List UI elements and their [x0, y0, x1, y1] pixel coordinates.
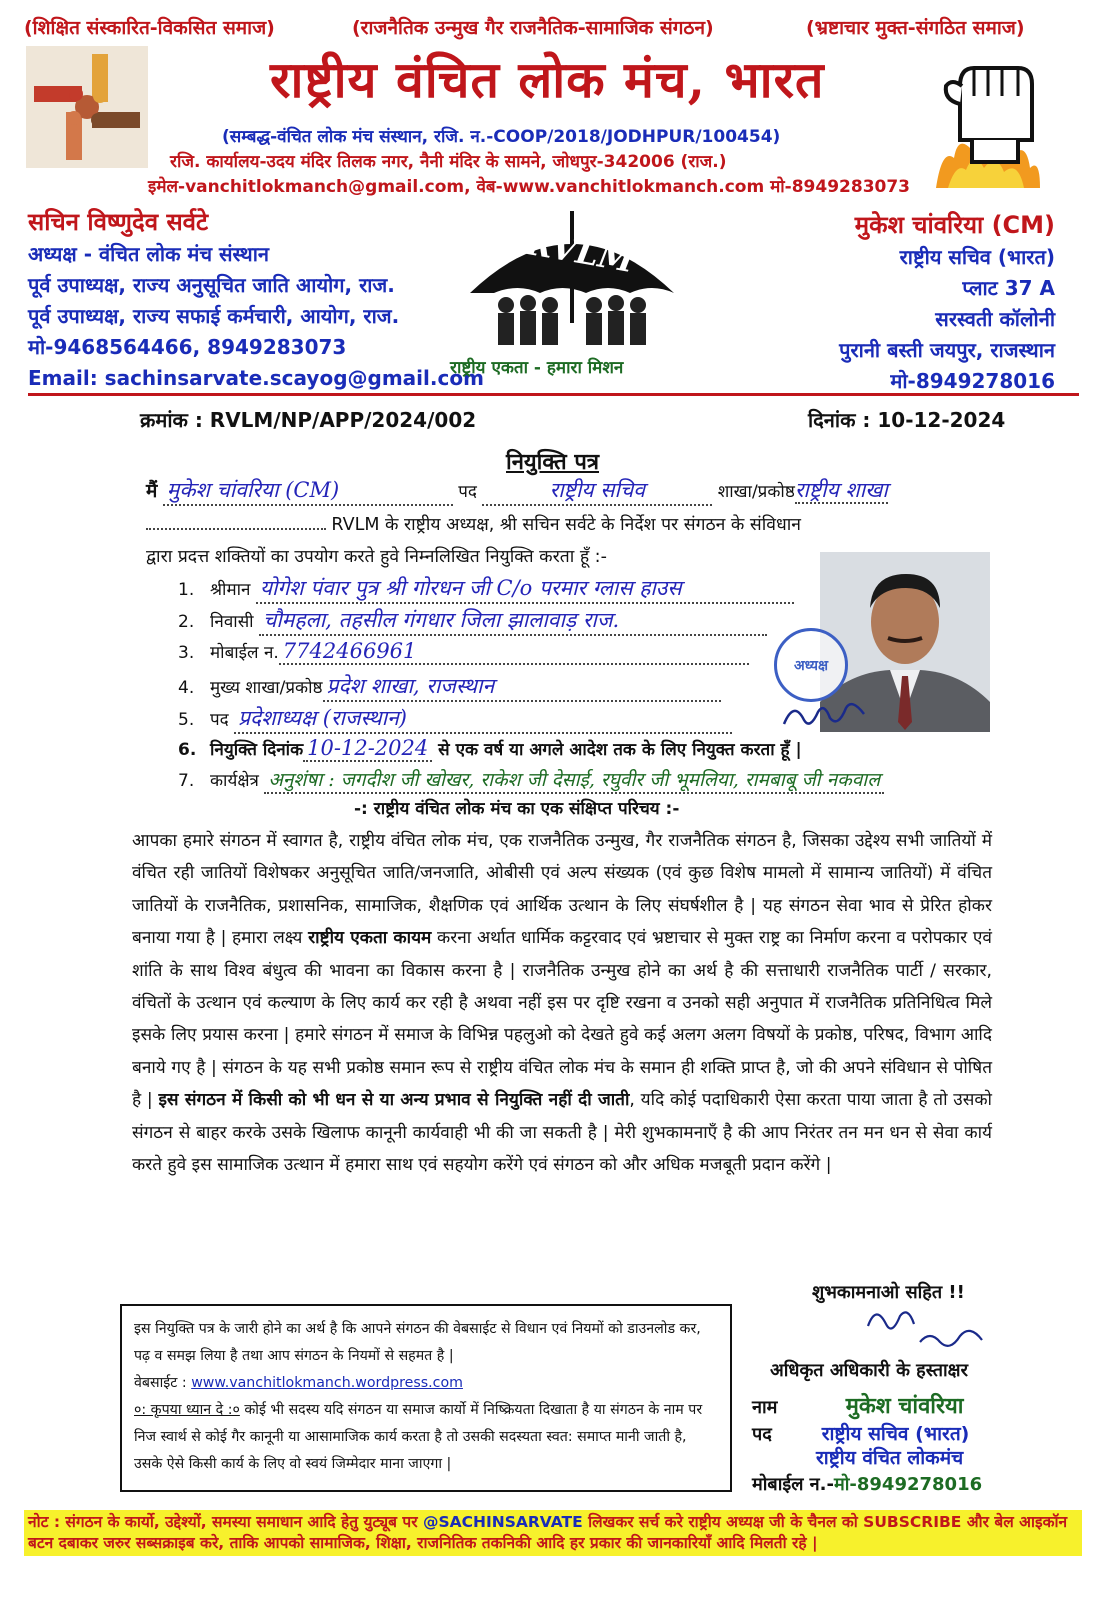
- item-residence: 2. निवासी चौमहला, तहसील गंगधार जिला झालावाड़ राज.: [178, 606, 767, 636]
- hands-unity-logo: [26, 46, 148, 168]
- date-value: 10-12-2024: [877, 408, 1006, 432]
- authority-signature-label: अधिकृत अधिकारी के हस्ताक्षर: [770, 1360, 968, 1381]
- intro-bold-unity: राष्ट्रीय एकता कायम: [308, 928, 432, 949]
- item-main-branch-value: प्रदेश शाखा, राजस्थान: [323, 672, 721, 702]
- sig-post-row-2: [816, 1444, 963, 1470]
- official-stamp: [774, 628, 848, 702]
- sig-post-value-1: राष्ट्रीय सचिव (भारत): [821, 1423, 970, 1445]
- secretary-address-3: पुरानी बस्ती जयपुर, राजस्थान: [839, 338, 1055, 362]
- footer-note: [24, 1510, 1082, 1556]
- president-name: सचिन विष्णुदेव सर्वटे: [28, 208, 209, 236]
- website-link[interactable]: www.vanchitlokmanch.wordpress.com: [191, 1375, 463, 1391]
- tagline-right: (भ्रष्टाचार मुक्त-संगठित समाज): [806, 17, 1025, 39]
- sig-post-label: पद: [752, 1424, 772, 1445]
- rvlm-logo-text: RVLM: [523, 223, 637, 281]
- president-signature: [780, 694, 870, 734]
- intro-paragraph: आपका हमारे संगठन में स्वागत है, राष्ट्रीय वंचित लोक मंच, एक राजनैतिक उन्मुख, गैर राजनैतिक संगठन है, जिसका उद्देश्य सभी जातियों में वंचित रही जातियों विशेषकर अनुसूचित जाति/जनजाति, ओबीसी एवं अल्प संख्यक (एवं कुछ विशेष मामलो में सामान्य जातियों) में वंचित जातियों के राजनैतिक, प्रशासनिक, सामाजिक, शैक्षणिक एवं आर्थिक उत्थान के लिए संघर्षशील है | यह संगठन सेवा भाव से प्रेरित होकर बनाया गया है | हमारा लक्ष्य राष्ट्रीय एकता कायम करना अर्थात धार्मिक कट्टरवाद एवं भ्रष्टाचार से मुक्त राष्ट्र का निर्माण करना व परोपकार एवं शांति के साथ विश्व बंधुत्व की भावना का विकास करना है | राजनैतिक उन्मुख होने का अर्थ है की सत्ताधारी राजनैतिक पार्टी / सरकार, वंचितों के उत्थान एवं कल्याण के लिए कार्य कर रही है अथवा नहीं इस पर दृष्टि रखना व उनको सही अनुपात में राजनैतिक प्रतिनिधित्व मिले इसके लिए प्रयास करना | हमारे संगठन में समाज के विभिन्न पहलुओ को देखते हुवे कई अलग अलग विषयों के प्रकोष्ठ, परिषद, विभाग आदि बनाये गए है | संगठन के यह सभी प्रकोष्ठ समान रूप से राष्ट्रीय वंचित लोक मंच के समान ही शक्ति प्राप्त है, जो की अपने संविधान से पोषित है | इस संगठन में किसी को भी धन से या अन्य प्रभाव से नियुक्ति नहीं दी जाती, यदि कोई पदाधिकारी ऐसा करता पाया जाता है तो उसको संगठन से बाहर करके उसके खिलाफ कानूनी कार्यवाही भी की जा सकती है | मेरी शुभकामनाएँ है की आप निरंतर तन मन धन से सेवा कार्य करते हुवे इस सामाजिक उत्थान में हमारा साथ एवं सहयोग करेंगे एवं संगठन को और अधिक मजबूती प्रदान करेंगे |: [132, 831, 992, 1176]
- intro-heading: -: राष्ट्रीय वंचित लोक मंच का एक संक्षिप्त परिचय :-: [354, 799, 680, 819]
- item-name: 1. श्रीमान योगेश पंवार पुत्र श्री गोरधन जी C/o परमार ग्लास हाउस: [178, 574, 794, 604]
- reference-date: [808, 406, 1005, 433]
- stamp-label: अध्यक्ष: [793, 657, 829, 674]
- secretary-phone: मो-8949278016: [890, 369, 1055, 393]
- header-divider: [28, 393, 1079, 396]
- sig-post-value-2: राष्ट्रीय वंचित लोकमंच: [816, 1447, 964, 1469]
- warning-text: कोई भी सदस्य यदि संगठन या समाज कार्यो में निष्क्रियता दिखाता है या संगठन के नाम पर निज स्वार्थ से कोई गैर कानूनी या आसामाजिक कार्य करता है तो उसकी सदस्यता स्वत: समाप्त मानी जाती है, उसके ऐसे किसी कार्य के लिए वो स्वयं जिम्मेदार माना जाएगा |: [134, 1402, 703, 1472]
- powers-line: द्वारा प्रदत्त शक्तियों का उपयोग करते हुवे निम्नलिखित नियुक्ति करता हूँ :-: [146, 547, 607, 567]
- item-mobile: 3. मोबाईल न. 7742466961: [178, 639, 749, 665]
- reference-label: क्रमांक :: [140, 408, 203, 432]
- footer-note-text-2: लिखकर सर्च करे राष्ट्रीय अध्यक्ष जी के चैनल को SUBSCRIBE और बेल आइकॉन बटन दबाकर जरुर सब्सक्राइब करे, ताकि आपको सामाजिक, शिक्षा, राजनितिक तकनिकी आदि हर प्रकार की जानकारियाँ आदि मिलती रहे |: [28, 1513, 1068, 1552]
- president-email: Email: sachinsarvate.scayog@gmail.com: [28, 366, 484, 390]
- greeting: शुभकामनाओ सहित !!: [812, 1282, 965, 1303]
- appointer-label: मैं: [146, 480, 158, 502]
- appointer-post: राष्ट्रीय सचिव: [482, 476, 712, 506]
- date-label: दिनांक :: [808, 408, 871, 432]
- president-block: [28, 205, 484, 394]
- secretary-name: मुकेश चांवरिया (CM): [854, 211, 1055, 239]
- authority-dots: [146, 528, 326, 530]
- sig-name-row: [752, 1390, 963, 1420]
- youtube-handle[interactable]: @SACHINSARVATE: [422, 1513, 583, 1531]
- item-post: 5. पद प्रदेशाध्यक्ष (राजस्थान): [178, 704, 732, 734]
- item-residence-value: चौमहला, तहसील गंगधार जिला झालावाड़ राज.: [259, 606, 767, 636]
- tagline-left: (शिक्षित संस्कारित-विकसित समाज): [24, 17, 275, 39]
- letter-heading: नियुक्ति पत्र: [506, 450, 599, 475]
- sig-name-value: मुकेश चांवरिया: [845, 1394, 964, 1419]
- sig-mobile-value: मो-8949278016: [833, 1474, 983, 1495]
- rules-notice-box: [120, 1304, 732, 1492]
- sig-mobile-row: [752, 1472, 982, 1496]
- item-recommendation: अनुशंषा : जगदीश जी खोखर, राकेश जी देसाई, रघुवीर जी भूमलिया, रामबाबू जी नकवाल: [264, 766, 884, 794]
- secretary-address-1: प्लाट 37 A: [962, 276, 1055, 300]
- president-title: अध्यक्ष - वंचित लोक मंच संस्थान: [28, 242, 269, 266]
- item-main-branch: 4. मुख्य शाखा/प्रकोष्ठ प्रदेश शाखा, राजस्थान: [178, 672, 721, 702]
- contact-line: इमेल-vanchitlokmanch@gmail.com, वेब-www.vanchitlokmanch.com मो-8949283073: [148, 177, 911, 197]
- appointer-name: मुकेश चांवरिया (CM): [163, 476, 453, 506]
- org-title: राष्ट्रीय वंचित लोक मंच, भारत: [270, 50, 825, 109]
- item-post-value: प्रदेशाध्यक्ष (राजस्थान): [234, 704, 732, 734]
- secretary-title: राष्ट्रीय सचिव (भारत): [899, 245, 1055, 269]
- appointment-duration: से एक वर्ष या अगले आदेश तक के लिए नियुक्त करता हूँ |: [438, 740, 802, 760]
- office-address: रजि. कार्यालय-उदय मंदिर तिलक नगर, नैनी मंदिर के सामने, जोधपुर-342006 (राज.): [170, 152, 727, 172]
- reference-number: [140, 406, 476, 433]
- authority-text: RVLM के राष्ट्रीय अध्यक्ष, श्री सचिन सर्वटे के निर्देश पर संगठन के संविधान: [331, 515, 801, 535]
- item-mobile-value: 7742466961: [279, 639, 749, 665]
- president-phone: मो-9468564466, 8949283073: [28, 335, 347, 359]
- logo-motto: राष्ट्रीय एकता - हमारा मिशन: [450, 358, 624, 378]
- intro-bold-no-money: इस संगठन में किसी को भी धन से या अन्य प्रभाव से नियुक्ति नहीं दी जाती: [158, 1090, 630, 1111]
- president-former-post-2: पूर्व उपाध्यक्ष, राज्य सफाई कर्मचारी, आयोग, राज.: [28, 304, 400, 328]
- item-name-value: योगेश पंवार पुत्र श्री गोरधन जी C/o परमार ग्लास हाउस: [256, 574, 794, 604]
- appointer-line: [146, 476, 888, 506]
- authority-line: [146, 512, 801, 536]
- secretary-signature: [860, 1302, 990, 1358]
- secretary-block: [839, 208, 1055, 397]
- post-label: पद: [458, 482, 477, 502]
- tagline-center: (राजनैतिक उन्मुख गैर राजनैतिक-सामाजिक संगठन): [352, 17, 714, 39]
- affiliation-line: (सम्बद्ध-वंचित लोक मंच संस्थान, रजि. न.-COOP/2018/JODHPUR/100454): [222, 127, 781, 147]
- warning-label: ०: कृपया ध्यान दे :०: [134, 1402, 240, 1418]
- footer-note-text-1: संगठन के कार्यो, उद्देश्यों, समस्या समाधान आदि हेतु युट्यूब पर: [60, 1513, 423, 1531]
- item-appointment-date: 6. नियुक्ति दिनांक 10-12-2024 से एक वर्ष या अगले आदेश तक के लिए नियुक्त करता हूँ |: [178, 736, 802, 760]
- president-former-post-1: पूर्व उपाध्यक्ष, राज्य अनुसूचित जाति आयोग, राज.: [28, 273, 395, 297]
- item-work-area: 7. कार्यक्षेत्र अनुशंषा : जगदीश जी खोखर, राकेश जी देसाई, रघुवीर जी भूमलिया, रामबाबू जी नकवाल: [178, 766, 884, 794]
- footer-note-label: नोट :: [28, 1513, 61, 1531]
- sig-post-row: [752, 1420, 969, 1446]
- reference-value: RVLM/NP/APP/2024/002: [209, 408, 477, 432]
- notice-text: इस नियुक्ति पत्र के जारी होने का अर्थ है कि आपने संगठन की वेबसाईट से विधान एवं नियमों को डाउनलोड कर, पढ़ व समझ लिया है तथा आप संगठन के नियमों से सहमत है |: [134, 1321, 701, 1364]
- website-label: वेबसाईट :: [134, 1375, 187, 1391]
- raised-fist-logo: [922, 38, 1052, 200]
- appointer-branch: राष्ट्रीय शाखा: [794, 478, 888, 502]
- secretary-address-2: सरस्वती कॉलोनी: [935, 307, 1055, 331]
- item-appointment-date-value: 10-12-2024: [303, 736, 432, 762]
- rvlm-umbrella-logo: [450, 205, 682, 385]
- branch-label: शाखा/प्रकोष्ठ: [717, 482, 795, 502]
- sig-name-label: नाम: [752, 1397, 778, 1418]
- sig-mobile-label: मोबाईल न.-: [752, 1474, 834, 1495]
